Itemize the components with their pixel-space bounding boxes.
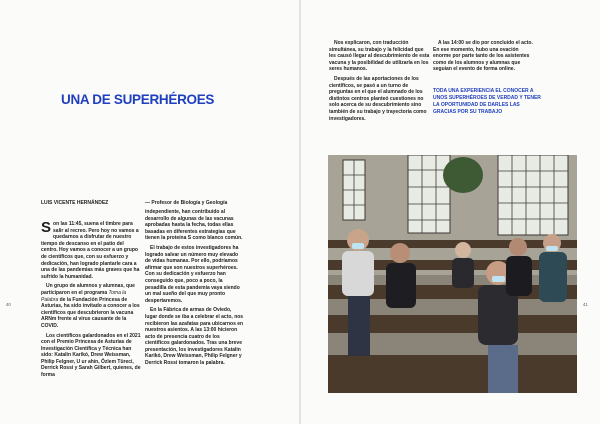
pull-quote: TODA UNA EXPERIENCIA EL CONOCER A UNOS SUPERHÉROES DE VERDAD Y TENER LA OPORTUNIDAD DE DARLES LAS GRACIAS POR SU TRABAJO [433,88,541,115]
paragraph-text: de la Fundación Princesa de Asturias, ha sido invitado a conocer a los científicos que descubrieron la vacuna ARNm frente al virus causante de la COVID. [41,296,140,329]
article-title: UNA DE SUPERHÉROES [61,91,215,108]
text-column-2 [145,209,245,370]
paragraph: En la Fábrica de armas de Oviedo, lugar donde se iba a celebrar el acto, nos recibieron las azafatas para ubicarnos en nuestros asientos. A las 13:00 hicieron acto de presencia cuatro de los científicos galardonados. Tras una breve presentación, los investigadores Katalin Karikó, Drew Weissman, Philip Felgner y Derrick Rossi tomaron la palabra. [145,307,244,367]
program-name: Toma la Palabra [41,289,127,303]
author-role: — Profesor de Biología y Geología [145,200,228,206]
text-column-1 [41,221,141,382]
paragraph: Nos explicaron, con traducción simultánea, su trabajo y la felicidad que les causó llegar al descubrimiento de esta vacuna y la posibilidad de utilizarla en los seres humanos. [329,40,430,73]
paragraph: Los científicos galardonados en el 2021 con el Premio Princesa de Asturias de Investigación Científica y Técnica han sido: Katalin Karikó, Drew Weissman, Philip Felgner, U ur ahin, Özlem Türeci, Derrick Rossi y Sarah Gilbert, quienes, de forma [41,332,141,379]
paragraph [41,221,141,280]
text-column-3 [329,40,430,125]
text-column-4 [433,40,536,76]
author-name: LUIS VICENTE HERNÁNDEZ [41,200,109,206]
paragraph-text: on las 11:45, suena el timbre para salir al recreo. Pero hoy no vamos a quedarnos a disfrutar de nuestro tiempo de descanso en el patio del centro. Hoy vamos a conocer a un grupo de científicos que, con su esfuerzo y dedicación, han logrado plantarle cara a una de las pandemias más graves que ha sufrido la humanidad. [41,221,140,280]
page-number-left: 40 [6,302,11,307]
paragraph-text: Un grupo de alumnos y alumnas, que participaron en el programa [41,283,135,296]
paragraph: El trabajo de estos investigadores ha logrado salvar un número muy elevado de vidas humanas. Por ello, podríamos afirmar que son nuestros superhéroes. Con su dedicación y esfuerzo han conseguido que, poco a poco, la pesadilla de esta pandemia vaya siendo un mal sueño del que muy pronto despertaremos. [145,244,240,304]
paragraph: A las 14:00 se dio por concluido el acto. En ese momento, hubo una ovación enorme por parte tanto de los asistentes como de los alumnos y alumnas que seguían el evento de forma online. [433,40,533,73]
paragraph [41,283,141,329]
photo-image-icon [328,155,577,393]
paragraph: Después de las aportaciones de los científicos, se pasó a un turno de preguntas en el que el alumnado de los distintos centros planteó cuestiones no solo acerca de su descubrimiento sino también de su trabajo y trayectoria como investigadores. [329,75,427,122]
page-number-right: 41 [583,302,588,307]
event-photo [328,155,577,393]
drop-cap: S [41,219,52,236]
paragraph: independiente, han contribuido al desarrollo de algunas de las vacunas aprobadas hasta la fecha, todas ellas basadas en diferentes estrategias que tienen la proteína S como blanco común. [145,209,243,242]
